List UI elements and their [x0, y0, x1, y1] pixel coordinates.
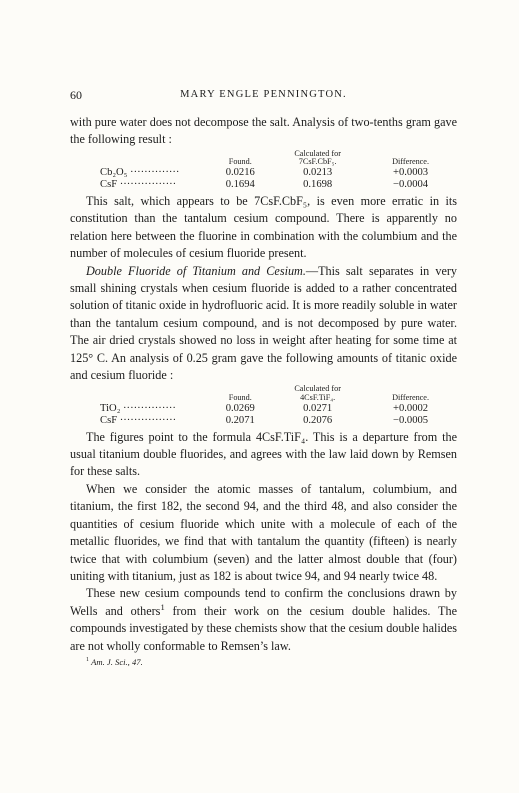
row-label: CsF ················ — [100, 179, 177, 190]
row-label: Cb₂O₅ ·············· — [100, 167, 180, 178]
table-header-row — [70, 150, 457, 167]
paragraph-2: This salt, which appears to be 7CsF.CbF₅, is even more erratic in its constitution than the tantalum cesium compound. There is apparently no relation here between the fluorine in combination with the columbium and the number of molecules of cesium fluoride present. — [70, 194, 457, 261]
section-heading: Double Fluoride of Titanium and Cesium. — [86, 263, 306, 278]
row-label: CsF ················ — [100, 414, 177, 426]
difference-value: +0.0002 — [392, 402, 429, 414]
col-calculated: Calculated for 4CsF.TiF₄. — [294, 384, 341, 403]
col-difference: Difference. — [392, 393, 429, 403]
page-number: 60 — [70, 88, 82, 102]
footnote-marker: 1 — [86, 657, 90, 664]
footnote — [70, 657, 457, 668]
calculated-value: 0.0213 — [303, 167, 333, 178]
col-difference: Difference. — [392, 157, 429, 167]
table-row — [70, 167, 457, 179]
calculated-value: 0.1698 — [303, 179, 333, 190]
paragraph-5: When we consider the atomic masses of tantalum, columbium, and titanium, the first 182, the second 94, and the third 48, and also consider the quantities of cesium fluoride which unite with a molecule of each of the metallic fluorides, we find that with tantalum the quantity (fifteen) is nearly twice that with columbium (seven) and the latter almost double that (four) uniting with titanium, just as 182 is about twice 94, and 94 nearly twice 48. — [70, 481, 457, 583]
col-found: Found. — [228, 393, 252, 403]
table-row — [70, 415, 457, 427]
found-value: 0.0216 — [225, 167, 255, 178]
paragraph-1: with pure water does not decompose the salt. Analysis of two-tenths gram gave the following result : — [70, 115, 457, 147]
difference-value: −0.0004 — [392, 179, 429, 190]
found-value: 0.2071 — [225, 414, 255, 426]
paragraph-4: The figures point to the formula 4CsF.TiF₄. This is a departure from the usual titanium double fluorides, and agrees with the law laid down by Remsen for these salts. — [70, 429, 457, 479]
found-value: 0.0269 — [225, 402, 255, 414]
col-calculated: Calculated for 7CsF.CbF₅. — [294, 148, 341, 167]
difference-value: +0.0003 — [392, 167, 429, 178]
found-value: 0.1694 — [225, 179, 255, 190]
paragraph-3: Double Fluoride of Titanium and Cesium.—This salt separates in very small shining crystals when cesium fluoride is added to a rather concentrated solution of titanic oxide in hydrofluoric acid. It is more readily soluble in water than the tantalum cesium compound, and is not decomposed by pure water. The air dried crystals showed no loss in weight after heating for some time at 125° C. An analysis of 0.25 gram gave the following amounts of titanic oxide and cesium fluoride : — [70, 263, 458, 383]
row-label: TiO₂ ··············· — [100, 402, 176, 414]
calculated-value: 0.0271 — [303, 402, 333, 414]
table-row — [70, 403, 457, 415]
analysis-table-2 — [70, 385, 457, 426]
table-header-row — [70, 385, 457, 402]
footnote-text: Am. J. Sci., 47. — [91, 656, 143, 667]
footnote-reference: 1 — [160, 601, 165, 612]
table-row — [70, 179, 457, 191]
page-body — [70, 114, 457, 668]
col-found: Found. — [228, 157, 252, 167]
calculated-value: 0.2076 — [303, 414, 333, 426]
difference-value: −0.0005 — [392, 414, 429, 426]
page-header — [70, 88, 457, 102]
running-title: MARY ENGLE PENNINGTON. — [180, 89, 347, 100]
analysis-table-1 — [70, 150, 457, 191]
paragraph-6: These new cesium compounds tend to confirm the conclusions drawn by Wells and others$^1$ from their work on the cesium double halides. The compounds investigated by these chemists show that the cesium double halides are not wholly conformable to Remsen’s law. — [70, 586, 457, 653]
